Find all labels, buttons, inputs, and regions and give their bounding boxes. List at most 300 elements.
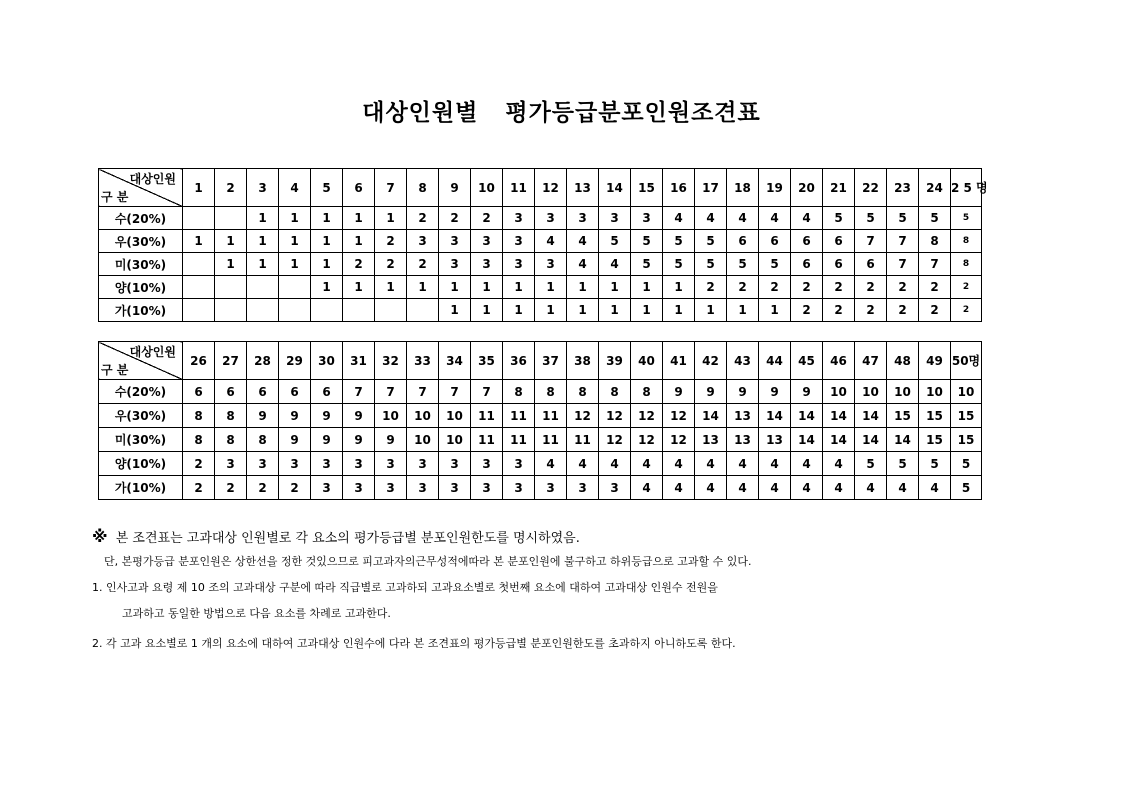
value-cell: 12	[663, 428, 695, 452]
value-cell: 15	[951, 404, 982, 428]
value-cell: 7	[343, 380, 375, 404]
value-cell: 4	[567, 253, 599, 276]
value-cell: 2	[695, 276, 727, 299]
value-cell: 1	[567, 276, 599, 299]
value-cell: 2	[375, 253, 407, 276]
value-cell: 4	[535, 452, 567, 476]
column-header-cell: 4	[279, 169, 311, 207]
value-cell: 2	[183, 452, 215, 476]
value-cell	[279, 299, 311, 322]
value-cell: 2	[727, 276, 759, 299]
reference-mark: ※	[92, 527, 108, 546]
value-cell: 14	[791, 404, 823, 428]
value-cell: 2	[471, 207, 503, 230]
column-header-cell: 27	[215, 342, 247, 380]
column-header-cell: 5	[311, 169, 343, 207]
value-cell: 1	[311, 276, 343, 299]
value-cell: 6	[247, 380, 279, 404]
value-cell: 3	[599, 207, 631, 230]
value-cell	[215, 276, 247, 299]
value-cell: 1	[311, 230, 343, 253]
value-cell: 3	[279, 452, 311, 476]
value-cell: 4	[695, 476, 727, 500]
value-cell: 8	[247, 428, 279, 452]
value-cell	[183, 276, 215, 299]
value-cell: 11	[471, 428, 503, 452]
column-header-cell: 2 5 명	[951, 169, 982, 207]
value-cell	[183, 207, 215, 230]
value-cell: 1	[343, 230, 375, 253]
value-cell: 9	[791, 380, 823, 404]
value-cell: 10	[887, 380, 919, 404]
value-cell: 9	[311, 404, 343, 428]
value-cell: 1	[279, 230, 311, 253]
value-cell: 10	[951, 380, 982, 404]
value-cell: 4	[759, 476, 791, 500]
value-cell: 3	[471, 452, 503, 476]
grade-label-cell: 미(30%)	[99, 253, 183, 276]
column-header-cell: 23	[887, 169, 919, 207]
value-cell: 15	[919, 404, 951, 428]
column-header-cell: 7	[375, 169, 407, 207]
value-cell: 3	[439, 253, 471, 276]
value-cell: 13	[727, 428, 759, 452]
value-cell: 5	[951, 452, 982, 476]
column-header-cell: 35	[471, 342, 503, 380]
value-cell: 14	[791, 428, 823, 452]
value-cell: 8	[951, 230, 982, 253]
value-cell: 4	[599, 253, 631, 276]
value-cell: 8	[567, 380, 599, 404]
column-header-cell: 24	[919, 169, 951, 207]
value-cell: 3	[535, 253, 567, 276]
value-cell: 1	[311, 253, 343, 276]
value-cell: 4	[695, 207, 727, 230]
value-cell: 2	[887, 276, 919, 299]
value-cell: 4	[631, 452, 663, 476]
value-cell: 2	[823, 276, 855, 299]
value-cell: 1	[759, 299, 791, 322]
column-header-cell: 43	[727, 342, 759, 380]
value-cell: 5	[951, 476, 982, 500]
value-cell: 1	[215, 230, 247, 253]
table-row	[99, 276, 982, 299]
note-line-3: 1. 인사고과 요령 제 10 조의 고과대상 구분에 따라 직급별로 고과하되 고과요소별로 첫번째 요소에 대하여 고과대상 인원수 전원을	[92, 581, 718, 594]
value-cell: 6	[727, 230, 759, 253]
value-cell: 4	[887, 476, 919, 500]
value-cell: 11	[535, 428, 567, 452]
column-header-cell: 13	[567, 169, 599, 207]
value-cell: 6	[823, 230, 855, 253]
table-row	[99, 207, 982, 230]
value-cell: 8	[951, 253, 982, 276]
grade-label-cell: 양(10%)	[99, 276, 183, 299]
value-cell: 11	[471, 404, 503, 428]
value-cell	[375, 299, 407, 322]
value-cell: 7	[855, 230, 887, 253]
column-header-cell: 9	[439, 169, 471, 207]
value-cell: 5	[631, 230, 663, 253]
value-cell	[183, 299, 215, 322]
value-cell: 5	[887, 207, 919, 230]
value-cell: 7	[919, 253, 951, 276]
value-cell: 3	[407, 452, 439, 476]
value-cell: 2	[919, 276, 951, 299]
value-cell: 1	[279, 207, 311, 230]
value-cell: 1	[247, 230, 279, 253]
value-cell: 5	[759, 253, 791, 276]
note-line-4: 고과하고 동일한 방법으로 다음 요소를 차례로 고과한다.	[122, 607, 391, 620]
column-header-cell: 46	[823, 342, 855, 380]
column-header-cell: 17	[695, 169, 727, 207]
value-cell: 4	[695, 452, 727, 476]
value-cell: 3	[439, 452, 471, 476]
value-cell: 3	[343, 476, 375, 500]
value-cell: 5	[855, 207, 887, 230]
value-cell: 5	[919, 207, 951, 230]
value-cell: 9	[375, 428, 407, 452]
value-cell: 9	[759, 380, 791, 404]
column-header-cell: 48	[887, 342, 919, 380]
column-header-cell: 39	[599, 342, 631, 380]
value-cell: 12	[567, 404, 599, 428]
table-row	[99, 428, 982, 452]
value-cell: 8	[599, 380, 631, 404]
value-cell: 2	[919, 299, 951, 322]
grade-label-cell: 가(10%)	[99, 476, 183, 500]
value-cell: 3	[471, 476, 503, 500]
value-cell: 7	[887, 253, 919, 276]
value-cell: 3	[215, 452, 247, 476]
column-header-cell: 33	[407, 342, 439, 380]
column-header-cell: 10	[471, 169, 503, 207]
value-cell: 3	[503, 207, 535, 230]
value-cell: 9	[279, 428, 311, 452]
value-cell: 6	[823, 253, 855, 276]
value-cell: 4	[823, 476, 855, 500]
header-label-category: 구 분	[101, 190, 129, 204]
value-cell: 4	[727, 452, 759, 476]
value-cell: 3	[375, 476, 407, 500]
value-cell: 3	[535, 207, 567, 230]
header-row	[99, 342, 982, 380]
value-cell: 2	[215, 476, 247, 500]
column-header-cell: 31	[343, 342, 375, 380]
column-header-cell: 2	[215, 169, 247, 207]
column-header-cell: 47	[855, 342, 887, 380]
note-line-1: 본 조견표는 고과대상 인원별로 각 요소의 평가등급별 분포인원한도를 명시하였음.	[115, 531, 580, 546]
column-header-cell: 12	[535, 169, 567, 207]
column-header-cell: 18	[727, 169, 759, 207]
value-cell: 4	[599, 452, 631, 476]
table-row	[99, 299, 982, 322]
distribution-table-2	[98, 341, 982, 500]
value-cell: 4	[855, 476, 887, 500]
value-cell: 3	[503, 452, 535, 476]
value-cell: 4	[759, 452, 791, 476]
value-cell: 3	[407, 230, 439, 253]
value-cell	[247, 299, 279, 322]
value-cell: 1	[599, 299, 631, 322]
value-cell: 4	[727, 476, 759, 500]
value-cell: 2	[375, 230, 407, 253]
value-cell: 1	[279, 253, 311, 276]
value-cell: 8	[215, 428, 247, 452]
value-cell: 10	[407, 428, 439, 452]
value-cell: 4	[535, 230, 567, 253]
column-header-cell: 16	[663, 169, 695, 207]
value-cell: 1	[215, 253, 247, 276]
value-cell: 13	[727, 404, 759, 428]
value-cell: 7	[471, 380, 503, 404]
value-cell: 8	[503, 380, 535, 404]
value-cell: 15	[951, 428, 982, 452]
value-cell: 1	[343, 276, 375, 299]
value-cell: 5	[663, 230, 695, 253]
value-cell: 11	[535, 404, 567, 428]
grade-label-cell: 가(10%)	[99, 299, 183, 322]
value-cell: 1	[375, 276, 407, 299]
value-cell: 3	[375, 452, 407, 476]
value-cell: 14	[855, 428, 887, 452]
value-cell: 4	[567, 452, 599, 476]
column-header-cell: 49	[919, 342, 951, 380]
grade-label-cell: 우(30%)	[99, 404, 183, 428]
value-cell: 3	[535, 476, 567, 500]
value-cell: 1	[343, 207, 375, 230]
value-cell	[279, 276, 311, 299]
value-cell: 1	[375, 207, 407, 230]
value-cell: 6	[279, 380, 311, 404]
value-cell: 4	[567, 230, 599, 253]
value-cell: 1	[471, 276, 503, 299]
value-cell: 11	[503, 404, 535, 428]
value-cell: 14	[823, 428, 855, 452]
value-cell: 2	[951, 276, 982, 299]
distribution-table-1	[98, 168, 988, 322]
column-header-cell: 42	[695, 342, 727, 380]
value-cell: 7	[439, 380, 471, 404]
value-cell: 1	[535, 299, 567, 322]
column-header-cell: 20	[791, 169, 823, 207]
value-cell: 1	[727, 299, 759, 322]
value-cell: 1	[503, 299, 535, 322]
value-cell: 4	[727, 207, 759, 230]
value-cell: 1	[631, 299, 663, 322]
value-cell: 14	[855, 404, 887, 428]
value-cell: 10	[823, 380, 855, 404]
value-cell: 3	[599, 476, 631, 500]
grade-label-cell: 양(10%)	[99, 452, 183, 476]
value-cell: 2	[855, 276, 887, 299]
value-cell: 4	[791, 452, 823, 476]
header-label-category: 구 분	[101, 363, 129, 377]
value-cell: 6	[215, 380, 247, 404]
grade-label-cell: 우(30%)	[99, 230, 183, 253]
value-cell: 2	[279, 476, 311, 500]
value-cell: 3	[311, 476, 343, 500]
value-cell: 6	[791, 253, 823, 276]
column-header-cell: 30	[311, 342, 343, 380]
value-cell: 5	[823, 207, 855, 230]
value-cell: 4	[791, 476, 823, 500]
value-cell: 7	[887, 230, 919, 253]
value-cell: 4	[791, 207, 823, 230]
value-cell: 7	[407, 380, 439, 404]
value-cell: 12	[599, 428, 631, 452]
table-row	[99, 230, 982, 253]
value-cell: 3	[503, 230, 535, 253]
column-header-cell: 19	[759, 169, 791, 207]
value-cell	[215, 207, 247, 230]
column-header-cell: 44	[759, 342, 791, 380]
value-cell: 14	[759, 404, 791, 428]
value-cell: 11	[567, 428, 599, 452]
value-cell: 2	[759, 276, 791, 299]
column-header-cell: 6	[343, 169, 375, 207]
table-row	[99, 380, 982, 404]
value-cell: 9	[247, 404, 279, 428]
corner-header-cell	[99, 342, 183, 380]
value-cell: 1	[439, 276, 471, 299]
value-cell: 14	[823, 404, 855, 428]
value-cell: 3	[439, 476, 471, 500]
value-cell: 10	[375, 404, 407, 428]
value-cell: 3	[503, 253, 535, 276]
value-cell: 4	[631, 476, 663, 500]
value-cell	[247, 276, 279, 299]
table-row	[99, 476, 982, 500]
value-cell: 1	[567, 299, 599, 322]
value-cell: 10	[439, 428, 471, 452]
value-cell: 3	[439, 230, 471, 253]
value-cell: 10	[439, 404, 471, 428]
value-cell: 6	[791, 230, 823, 253]
value-cell: 5	[695, 230, 727, 253]
column-header-cell: 22	[855, 169, 887, 207]
value-cell: 5	[599, 230, 631, 253]
value-cell: 2	[183, 476, 215, 500]
header-label-target-count: 대상인원	[129, 172, 176, 186]
column-header-cell: 21	[823, 169, 855, 207]
value-cell: 9	[727, 380, 759, 404]
value-cell: 12	[631, 428, 663, 452]
value-cell: 2	[855, 299, 887, 322]
value-cell: 13	[695, 428, 727, 452]
value-cell: 2	[951, 299, 982, 322]
value-cell: 8	[631, 380, 663, 404]
value-cell: 4	[663, 476, 695, 500]
note-main	[92, 527, 580, 546]
value-cell: 4	[663, 207, 695, 230]
value-cell	[215, 299, 247, 322]
column-header-cell: 15	[631, 169, 663, 207]
column-header-cell: 1	[183, 169, 215, 207]
value-cell: 1	[663, 276, 695, 299]
value-cell: 15	[919, 428, 951, 452]
value-cell: 1	[247, 253, 279, 276]
value-cell: 3	[471, 230, 503, 253]
value-cell	[343, 299, 375, 322]
column-header-cell: 26	[183, 342, 215, 380]
value-cell: 9	[343, 428, 375, 452]
value-cell: 6	[183, 380, 215, 404]
value-cell: 1	[503, 276, 535, 299]
value-cell: 8	[919, 230, 951, 253]
value-cell: 10	[919, 380, 951, 404]
value-cell	[311, 299, 343, 322]
value-cell: 12	[599, 404, 631, 428]
value-cell: 13	[759, 428, 791, 452]
value-cell: 3	[247, 452, 279, 476]
value-cell: 3	[503, 476, 535, 500]
value-cell: 15	[887, 404, 919, 428]
corner-header-cell	[99, 169, 183, 207]
value-cell: 9	[663, 380, 695, 404]
column-header-cell: 45	[791, 342, 823, 380]
column-header-cell: 38	[567, 342, 599, 380]
value-cell: 4	[823, 452, 855, 476]
value-cell: 5	[663, 253, 695, 276]
column-header-cell: 40	[631, 342, 663, 380]
value-cell: 5	[695, 253, 727, 276]
page-title: 대상인원별 평가등급분포인원조견표	[362, 100, 761, 126]
value-cell: 11	[503, 428, 535, 452]
value-cell: 3	[567, 207, 599, 230]
value-cell: 1	[663, 299, 695, 322]
column-header-cell: 32	[375, 342, 407, 380]
value-cell: 9	[279, 404, 311, 428]
value-cell: 4	[759, 207, 791, 230]
grade-label-cell: 미(30%)	[99, 428, 183, 452]
value-cell: 1	[311, 207, 343, 230]
value-cell: 2	[791, 276, 823, 299]
value-cell: 5	[855, 452, 887, 476]
column-header-cell: 14	[599, 169, 631, 207]
value-cell: 6	[855, 253, 887, 276]
value-cell: 7	[375, 380, 407, 404]
value-cell: 8	[215, 404, 247, 428]
grade-label-cell: 수(20%)	[99, 207, 183, 230]
value-cell: 1	[183, 230, 215, 253]
column-header-cell: 11	[503, 169, 535, 207]
note-line-2: 단, 본평가등급 분포인원은 상한선을 정한 것있으므로 피고과자의근무성적에따라 본 분포인원에 불구하고 하위등급으로 고과할 수 있다.	[104, 555, 752, 568]
value-cell: 5	[727, 253, 759, 276]
value-cell: 5	[919, 452, 951, 476]
value-cell: 3	[407, 476, 439, 500]
value-cell: 2	[823, 299, 855, 322]
table-row	[99, 253, 982, 276]
value-cell: 14	[887, 428, 919, 452]
value-cell: 2	[343, 253, 375, 276]
column-header-cell: 36	[503, 342, 535, 380]
value-cell: 3	[567, 476, 599, 500]
column-header-cell: 41	[663, 342, 695, 380]
value-cell: 12	[631, 404, 663, 428]
value-cell: 9	[343, 404, 375, 428]
value-cell: 1	[599, 276, 631, 299]
value-cell: 5	[631, 253, 663, 276]
value-cell	[407, 299, 439, 322]
value-cell: 2	[407, 207, 439, 230]
value-cell: 5	[951, 207, 982, 230]
table-row	[99, 452, 982, 476]
value-cell: 8	[183, 404, 215, 428]
column-header-cell: 8	[407, 169, 439, 207]
value-cell: 1	[535, 276, 567, 299]
value-cell: 1	[631, 276, 663, 299]
table-row	[99, 404, 982, 428]
